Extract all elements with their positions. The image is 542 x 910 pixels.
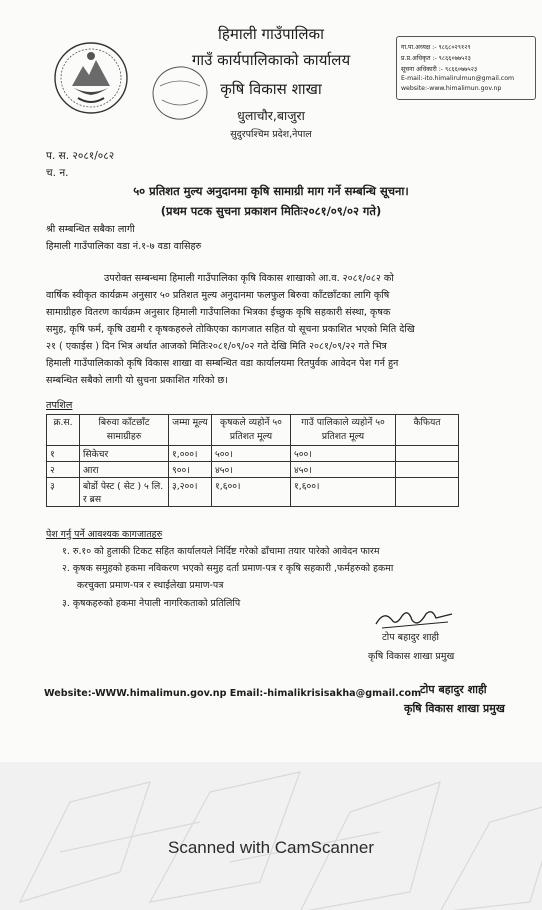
paragraph-line: उपरोक्त सम्बन्धमा हिमाली गाउँपालिका कृषि विकास शाखाको आ.व. २०८१/०८२ को	[104, 273, 394, 284]
scanner-footer	[0, 762, 542, 910]
contact-info-officer: सूचना अधिकारी :- ९८६६०७७५२३	[401, 66, 478, 73]
org-name: हिमाली गाउँपालिका	[218, 25, 324, 43]
stamp-name: टोप बहादुर शाही	[420, 683, 487, 696]
dispatch-number: च. न.	[46, 167, 69, 179]
cell-item: बोर्डो पेस्ट ( सेट ) ५ लि. र ब्रस	[80, 478, 169, 507]
paragraph-line: सामाग्रीहरु वितरण कार्यक्रम अनुसार हिमाली गाउँपालिका भित्रका ईच्छुक कृषि सहकारी संस्था, कृषक	[46, 307, 391, 318]
column-header-item: बिरुवा काँटछाँट सामाग्रीहरु	[80, 415, 169, 446]
cell-serial: १	[47, 446, 80, 462]
contact-box	[396, 36, 536, 100]
cell-item: सिकेचर	[80, 446, 169, 462]
requirement-item: ३. कृषकहरुको हकमा नेपाली नागरिकताको प्रतिलिपि	[62, 598, 241, 609]
addressee-line-1: श्री सम्बन्धित सबैका लागी	[46, 224, 135, 235]
cell-farmer-share: १,६००।	[212, 478, 291, 507]
requirement-item: २. कृषक समुहको हकमा नविकरण भएको समुह दर्ता प्रमाण-पत्र र कृषि सहकारी ,फर्महरुको हकमा	[62, 563, 394, 574]
requirements-heading: पेश गर्नु पर्ने आवश्यक कागजातहरु	[46, 529, 163, 540]
cell-total: १,०००।	[169, 446, 212, 462]
details-table	[46, 414, 459, 507]
table-caption: तपशिल	[46, 400, 73, 411]
signatory-name: टोप बहादुर शाही	[382, 632, 439, 643]
cell-farmer-share: ५००।	[212, 446, 291, 462]
cell-municipality-share: ४५०।	[291, 462, 396, 478]
paragraph-line: वार्षिक स्वीकृत कार्यक्रम अनुसार ५० प्रतिशत मुल्य अनुदानमा फलफुल बिरुवा काँटछाँटका लागि कृषि	[46, 290, 390, 301]
province-name: सुदुरपश्चिम प्रदेश,नेपाल	[230, 129, 312, 140]
paragraph-line: २१ ( एकाईस ) दिन भित्र अर्थात आजको मितिः२०८१/०९/०२ गते देखि मिति २०८१/०९/२२ गते भित्र	[46, 341, 387, 352]
column-header-municipality-share: गाउँ पालिकाले व्यहोर्ने ५० प्रतिशत मूल्य	[291, 415, 396, 446]
footer-website-email: Website:-WWW.himalimun.gov.np Email:-himalikrisisakha@gmail.com	[44, 688, 422, 699]
contact-chairman: गा.पा.अध्यक्ष :- ९८६८०२९१२९	[401, 44, 471, 51]
paragraph-line: सम्बन्धित सबैको लागी यो सुचना प्रकाशित गरिको छ।	[46, 375, 228, 386]
cell-remarks	[396, 446, 459, 462]
handwritten-signature-icon	[372, 606, 456, 632]
table-row	[47, 446, 459, 462]
notice-subtitle: (प्रथम पटक सुचना प्रकाशन मितिः२०८१/०९/०२ गते)	[160, 204, 382, 218]
column-header-total: जम्मा मूल्य	[169, 415, 212, 446]
requirement-item: करचुक्ता प्रमाण-पत्र र स्थाईलेखा प्रमाण-पत्र	[62, 580, 224, 591]
cell-serial: ३	[47, 478, 80, 507]
table-header-row	[47, 415, 459, 446]
signatory-designation: कृषि विकास शाखा प्रमुख	[368, 651, 455, 662]
contact-email: E-mail:-ito.himalirulmun@gmail.com	[401, 75, 515, 82]
paragraph-line: समुह, कृषि फर्म, कृषि उद्यमी र कृषकहरुले तोकिएका कागजात सहित यो सूचना प्रकाशित भएको मिति देखि	[46, 324, 415, 335]
notice-title: ५० प्रतिशत मुल्य अनुदानमा कृषि सामाग्री माग गर्ने सम्बन्धि सूचना।	[133, 184, 409, 198]
cell-item: आरा	[80, 462, 169, 478]
table-row	[47, 478, 459, 507]
column-header-remarks: कैफियत	[396, 415, 459, 446]
addressee-line-2: हिमाली गाउँपालिका वडा नं.१-७ वडा वासिहरु	[46, 241, 202, 252]
branch-name: कृषि विकास शाखा	[220, 80, 322, 98]
table-row	[47, 462, 459, 478]
stamp-designation: कृषि विकास शाखा प्रमुख	[404, 702, 505, 715]
office-name: गाउँ कार्यपालिकाको कार्यालय	[191, 51, 351, 69]
office-stamp-icon	[150, 64, 210, 122]
scanner-watermark-icon	[0, 762, 542, 910]
cell-serial: २	[47, 462, 80, 478]
contact-cao: प्र.प्र.अधिकृत :- ९८६६०७७५२३	[401, 55, 471, 62]
letter-number: प. स. २०८१/०८२	[46, 150, 115, 162]
scanner-label: Scanned with CamScanner	[167, 838, 374, 857]
requirement-item: १. रु.१० को हुलाकी टिकट सहित कार्यालयले निर्दिष्ट गरेको ढाँचामा तयार पारेको आवेदन फारम	[62, 546, 380, 557]
office-location: धुलाचौर,बाजुरा	[237, 108, 305, 123]
cell-farmer-share: ४५०।	[212, 462, 291, 478]
cell-remarks	[396, 478, 459, 507]
column-header-serial: क्र.स.	[47, 415, 80, 446]
cell-municipality-share: ५००।	[291, 446, 396, 462]
paragraph-line: हिमाली गाउँपालिकाको कृषि विकास शाखा वा सम्बन्धित वडा कार्यालयमा रितपुर्वक आवेदन पेश गर्न हुन	[46, 358, 399, 369]
cell-remarks	[396, 462, 459, 478]
contact-website: website:-www.himalimun.gov.np	[401, 85, 502, 92]
cell-total: ९००।	[169, 462, 212, 478]
column-header-farmer-share: कृषकले व्यहोर्ने ५० प्रतिशत मूल्य	[212, 415, 291, 446]
cell-municipality-share: १,६००।	[291, 478, 396, 507]
cell-total: ३,२००।	[169, 478, 212, 507]
